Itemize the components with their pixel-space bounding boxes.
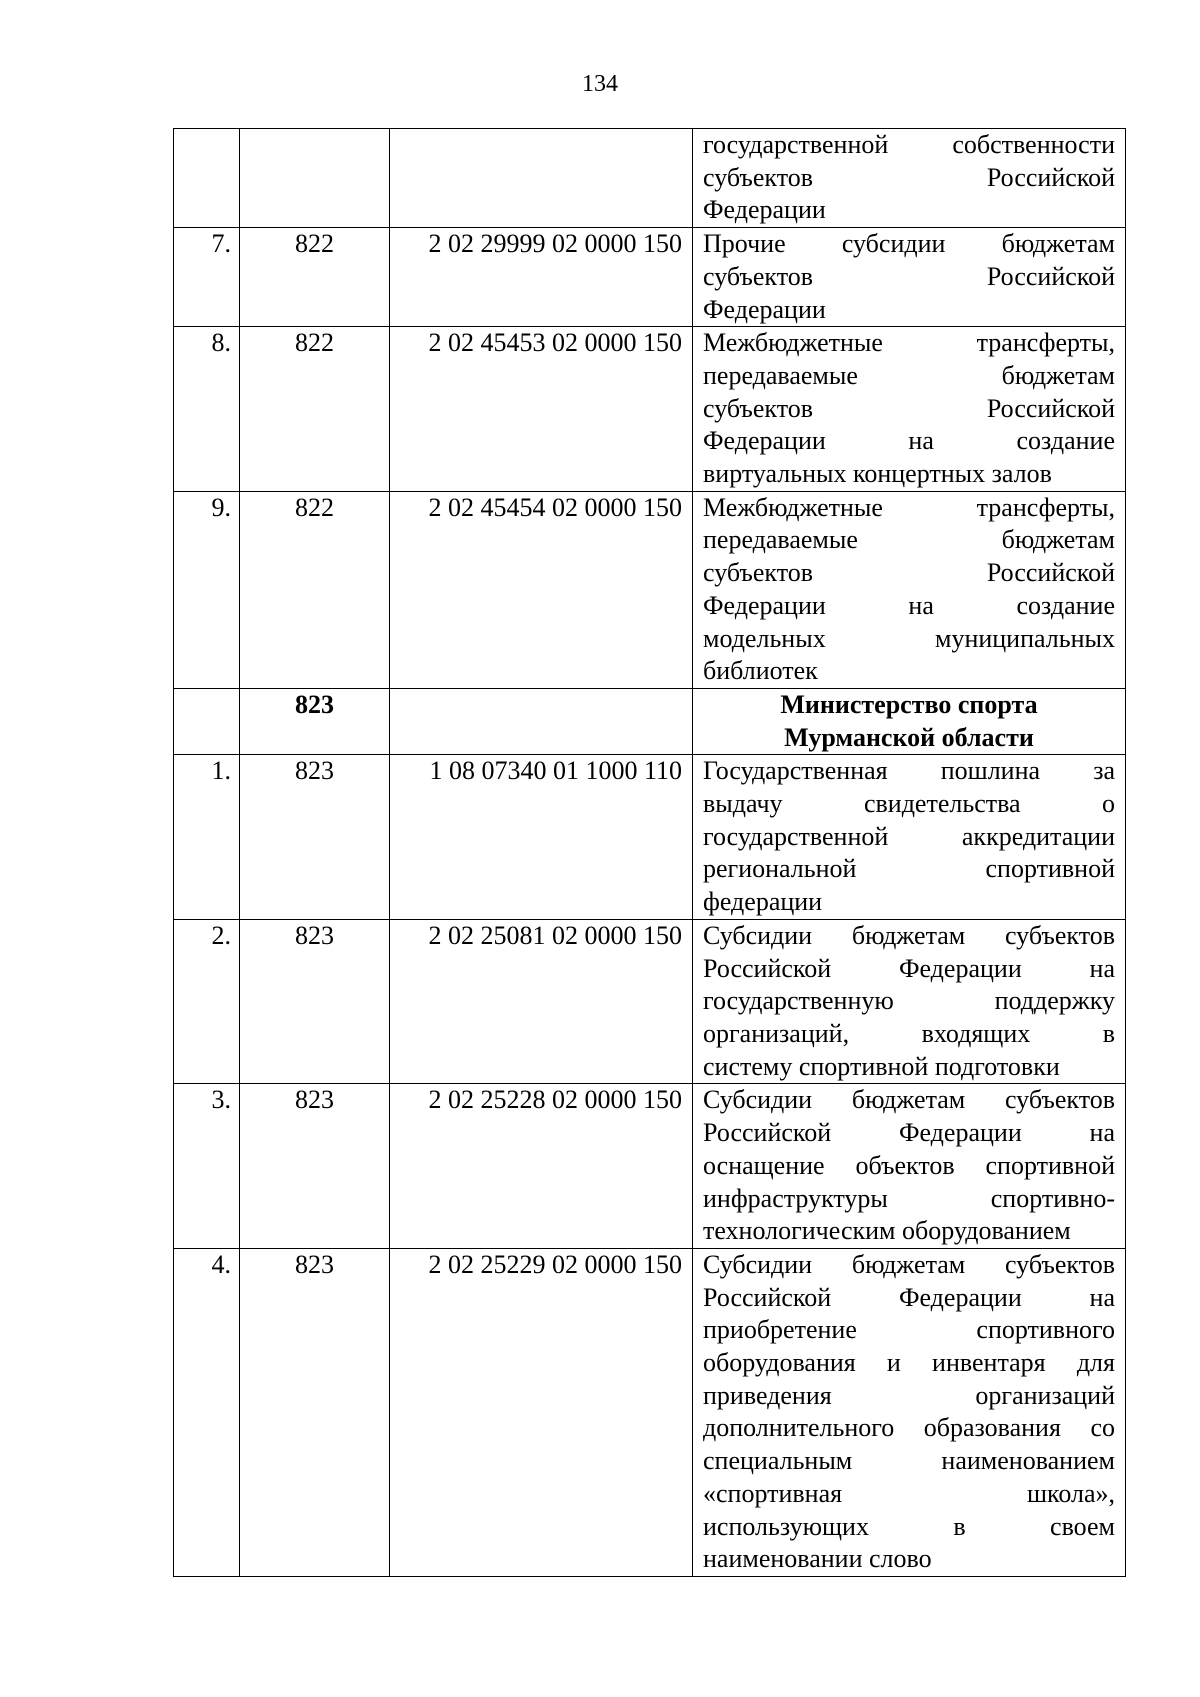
description-line: приведения организаций <box>703 1380 1115 1410</box>
description-line: передаваемые бюджетам <box>703 360 1115 390</box>
table-row <box>174 129 1126 228</box>
description-line: организаций, входящих в <box>703 1018 1115 1048</box>
description-line: использующих в своем <box>703 1511 1115 1541</box>
row-number-cell <box>174 688 240 754</box>
description-cell <box>693 919 1126 1084</box>
description-line: «спортивная школа», <box>703 1478 1115 1508</box>
description-line: Министерство спорта <box>780 689 1038 719</box>
description-line: приобретение спортивного <box>703 1315 1115 1345</box>
description-line: выдачу свидетельства о <box>703 789 1115 819</box>
description-cell <box>693 1084 1126 1249</box>
revenue-code-cell <box>390 129 693 228</box>
description-line: субъектов Российской <box>703 393 1115 423</box>
revenue-code-cell <box>390 688 693 754</box>
description-line: специальным наименованием <box>703 1446 1115 1476</box>
table-body <box>174 129 1126 1577</box>
row-number-cell: 9. <box>174 491 240 688</box>
description-line: Федерации на создание <box>703 590 1115 620</box>
row-number-cell: 1. <box>174 755 240 920</box>
description-line: государственной собственности <box>703 130 1115 159</box>
description-line: субъектов Российской <box>703 261 1115 291</box>
table-row <box>174 491 1126 688</box>
page-number: 134 <box>582 71 618 97</box>
table-row <box>174 327 1126 492</box>
description-line: дополнительного образования со <box>703 1413 1115 1443</box>
revenue-code-cell: 2 02 45454 02 0000 150 <box>390 491 693 688</box>
description-line: Российской Федерации на <box>703 953 1115 983</box>
revenue-code-cell: 2 02 29999 02 0000 150 <box>390 228 693 327</box>
row-number-cell: 3. <box>174 1084 240 1249</box>
administrator-code-cell: 823 <box>240 1248 390 1576</box>
row-number-cell: 2. <box>174 919 240 1084</box>
description-line: Прочие субсидии бюджетам <box>703 229 1115 259</box>
row-number-cell: 8. <box>174 327 240 492</box>
description-line: библиотек <box>703 656 818 686</box>
description-line: Федерации <box>703 294 826 324</box>
description-line: Субсидии бюджетам субъектов <box>703 1249 1115 1279</box>
description-line: Государственная пошлина за <box>703 756 1115 786</box>
administrator-code-cell: 823 <box>240 755 390 920</box>
administrator-code-cell <box>240 129 390 228</box>
description-cell <box>693 228 1126 327</box>
description-line: Российской Федерации на <box>703 1282 1115 1312</box>
description-line: Федерации на создание <box>703 426 1115 456</box>
revenue-code-cell: 2 02 45453 02 0000 150 <box>390 327 693 492</box>
table-row <box>174 919 1126 1084</box>
revenue-code-cell: 2 02 25228 02 0000 150 <box>390 1084 693 1249</box>
description-line: Мурманской области <box>784 722 1034 752</box>
administrator-code-cell: 823 <box>240 1084 390 1249</box>
description-line: наименовании слово <box>703 1544 932 1574</box>
administrator-code-cell: 823 <box>240 919 390 1084</box>
description-cell <box>693 129 1126 228</box>
description-cell <box>693 755 1126 920</box>
table-row <box>174 228 1126 327</box>
description-line: региональной спортивной <box>703 854 1115 884</box>
description-line: технологическим оборудованием <box>703 1216 1071 1246</box>
description-cell <box>693 1248 1126 1576</box>
revenue-code-cell: 2 02 25081 02 0000 150 <box>390 919 693 1084</box>
description-line: государственную поддержку <box>703 986 1115 1016</box>
revenue-codes-table <box>173 128 1126 1577</box>
administrator-code-cell: 822 <box>240 491 390 688</box>
description-line: инфраструктуры спортивно- <box>703 1183 1115 1213</box>
description-line: Межбюджетные трансферты, <box>703 328 1115 358</box>
row-number-cell: 4. <box>174 1248 240 1576</box>
ministry-name-cell <box>693 688 1126 754</box>
description-line: федерации <box>703 887 823 917</box>
description-line: оснащение объектов спортивной <box>703 1150 1115 1180</box>
table-row <box>174 755 1126 920</box>
description-line: государственной аккредитации <box>703 821 1115 851</box>
description-line: Российской Федерации на <box>703 1118 1115 1148</box>
revenue-code-cell: 2 02 25229 02 0000 150 <box>390 1248 693 1576</box>
description-line: систему спортивной подготовки <box>703 1051 1060 1081</box>
table-row <box>174 1084 1126 1249</box>
revenue-code-cell: 1 08 07340 01 1000 110 <box>390 755 693 920</box>
description-line: передаваемые бюджетам <box>703 525 1115 555</box>
administrator-code-cell: 822 <box>240 228 390 327</box>
description-cell <box>693 491 1126 688</box>
administrator-code-cell: 823 <box>240 688 390 754</box>
description-line: модельных муниципальных <box>703 623 1115 653</box>
table-row-heading <box>174 688 1126 754</box>
row-number-cell <box>174 129 240 228</box>
description-line: субъектов Российской <box>703 558 1115 588</box>
description-line: оборудования и инвентаря для <box>703 1348 1115 1378</box>
description-line: Субсидии бюджетам субъектов <box>703 1085 1115 1115</box>
row-number-cell: 7. <box>174 228 240 327</box>
description-line: виртуальных концертных залов <box>703 459 1052 489</box>
description-cell <box>693 327 1126 492</box>
table-row <box>174 1248 1126 1576</box>
description-line: субъектов Российской <box>703 162 1115 192</box>
administrator-code-cell: 822 <box>240 327 390 492</box>
description-line: Федерации <box>703 195 826 225</box>
description-line: Субсидии бюджетам субъектов <box>703 920 1115 950</box>
description-line: Межбюджетные трансферты, <box>703 492 1115 522</box>
